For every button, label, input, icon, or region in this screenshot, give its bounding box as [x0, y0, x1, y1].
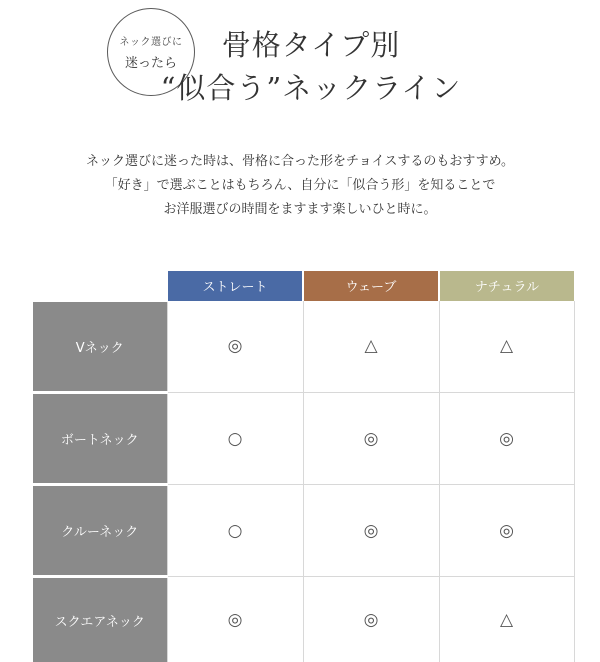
badge-line-1: ネック選びに [120, 33, 183, 48]
page-title [146, 24, 476, 110]
rating-cell: ◎ [439, 485, 574, 577]
col-header-natural: ナチュラル [439, 271, 574, 301]
table-corner [33, 271, 167, 301]
rating-cell: ◎ [303, 577, 439, 662]
rating-cell: ◎ [303, 393, 439, 485]
row-header-v-neck: Vネック [33, 301, 167, 393]
rating-cell: △ [439, 301, 574, 393]
rating-cell: ◎ [303, 485, 439, 577]
rating-cell: ○ [167, 485, 303, 577]
title-line-1: 骨格タイプ別 [146, 24, 476, 67]
description-line-1: ネック選びに迷った時は、骨格に合った形をチョイスするのもおすすめ。 [0, 150, 600, 174]
rating-cell: ◎ [167, 577, 303, 662]
description-line-3: お洋服選びの時間をますます楽しいひと時に。 [0, 198, 600, 222]
badge-line-2: 迷ったら [125, 52, 177, 71]
table-row [33, 393, 574, 485]
rating-cell: △ [439, 577, 574, 662]
row-header-boat-neck: ボートネック [33, 393, 167, 485]
table-row [33, 301, 574, 393]
title-line-2: “似合う”ネックライン [146, 67, 476, 110]
rating-cell: ◎ [167, 301, 303, 393]
table-row [33, 485, 574, 577]
neckline-compatibility-table [33, 271, 575, 662]
row-header-square-neck: スクエアネック [33, 577, 167, 662]
row-header-crew-neck: クルーネック [33, 485, 167, 577]
description [0, 150, 600, 222]
table-row [33, 577, 574, 662]
col-header-straight: ストレート [167, 271, 303, 301]
col-header-wave: ウェーブ [303, 271, 439, 301]
rating-cell: △ [303, 301, 439, 393]
table-header-row [33, 271, 574, 301]
rating-cell: ◎ [439, 393, 574, 485]
description-line-2: 「好き」で選ぶことはもちろん、自分に「似合う形」を知ることで [0, 174, 600, 198]
rating-cell: ○ [167, 393, 303, 485]
